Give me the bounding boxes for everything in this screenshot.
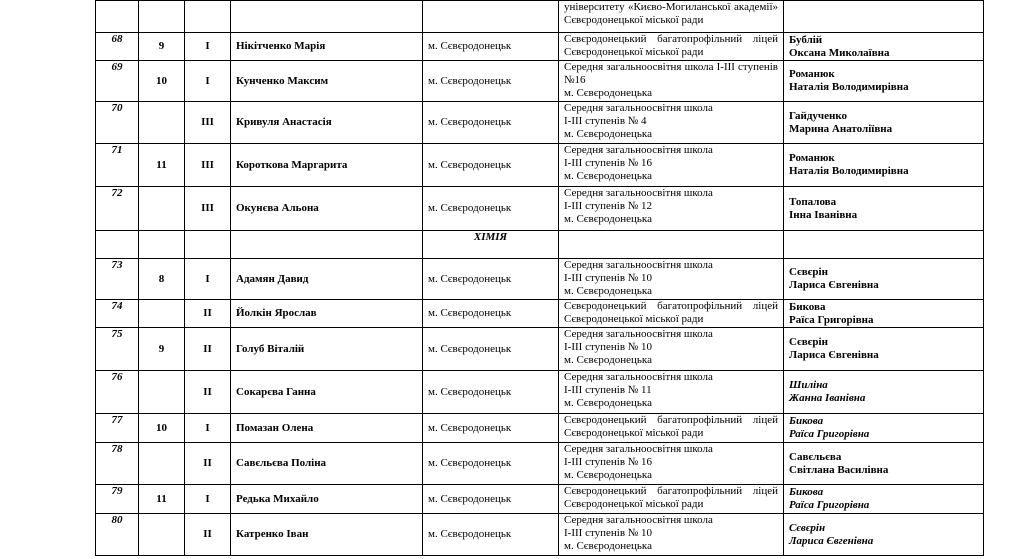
class-cell: 11 (139, 144, 185, 187)
city-cell: м. Сєвєродонецьк (423, 485, 559, 514)
table-row (96, 1, 984, 33)
city-cell: м. Сєвєродонецьк (423, 33, 559, 61)
student-name-cell: Нікітченко Марія (231, 33, 423, 61)
table-row (96, 485, 984, 514)
place-cell: II (185, 514, 231, 556)
city-cell: м. Сєвєродонецьк (423, 187, 559, 231)
class-cell: 10 (139, 61, 185, 102)
student-name-cell: Короткова Маргарита (231, 144, 423, 187)
place-cell: I (185, 414, 231, 443)
class-cell (139, 371, 185, 414)
city-cell: м. Сєвєродонецьк (423, 259, 559, 300)
row-number-cell: 77 (96, 414, 139, 443)
row-number-cell: 73 (96, 259, 139, 300)
city-cell (423, 1, 559, 33)
student-name-cell: Йолкін Ярослав (231, 300, 423, 328)
row-number-cell: 72 (96, 187, 139, 231)
student-name-cell: Катренко Іван (231, 514, 423, 556)
row-number-cell: 69 (96, 61, 139, 102)
teacher-cell: Топалова Інна Іванівна (784, 187, 984, 231)
teacher-cell: Гайдученко Марина Анатоліївна (784, 102, 984, 144)
place-cell: I (185, 33, 231, 61)
table-row (96, 328, 984, 371)
name-cell (231, 231, 423, 259)
row-number-cell: 68 (96, 33, 139, 61)
teacher-cell: Бублій Оксана Миколаївна (784, 33, 984, 61)
row-number-cell (96, 1, 139, 33)
student-name-cell: Редька Михайло (231, 485, 423, 514)
row-number-cell: 70 (96, 102, 139, 144)
class-cell: 9 (139, 33, 185, 61)
table-row (96, 102, 984, 144)
school-cell: Середня загальноосвітня школа І-ІІІ ступенів № 10 м. Сєвєродонецька (559, 328, 784, 371)
city-cell: м. Сєвєродонецьк (423, 443, 559, 485)
table-row (96, 443, 984, 485)
school-cell: Сєвєродонецький багатопрофільний ліцей Сєвєродонецької міської ради (559, 414, 784, 443)
place-cell: II (185, 443, 231, 485)
class-cell: 11 (139, 485, 185, 514)
place-cell: III (185, 102, 231, 144)
teacher-cell: Сєвєрін Лариса Євгенівна (784, 259, 984, 300)
place-cell: I (185, 485, 231, 514)
school-cell: Середня загальноосвітня школа І-ІІІ ступенів № 16 м. Сєвєродонецька (559, 144, 784, 187)
city-cell: м. Сєвєродонецьк (423, 102, 559, 144)
table-row (96, 371, 984, 414)
school-cell: Сєвєродонецький багатопрофільний ліцей Сєвєродонецької міської ради (559, 485, 784, 514)
section-title: ХІМІЯ (423, 231, 559, 259)
school-cell: Середня загальноосвітня школа І-ІІІ ступенів № 16 м. Сєвєродонецька (559, 443, 784, 485)
class-cell: 9 (139, 328, 185, 371)
student-name-cell: Сокарєва Ганна (231, 371, 423, 414)
place-cell (185, 1, 231, 33)
table-row (96, 187, 984, 231)
table-row (96, 61, 984, 102)
class-cell (139, 102, 185, 144)
school-cell (559, 231, 784, 259)
city-cell: м. Сєвєродонецьк (423, 514, 559, 556)
row-number-cell: 76 (96, 371, 139, 414)
city-cell: м. Сєвєродонецьк (423, 61, 559, 102)
teacher-cell: Романюк Наталія Володимирівна (784, 61, 984, 102)
school-cell: Середня загальноосвітня школа І-ІІІ ступенів № 10 м. Сєвєродонецька (559, 514, 784, 556)
student-name-cell: Савєльєва Поліна (231, 443, 423, 485)
row-number-cell (96, 231, 139, 259)
place-cell (185, 231, 231, 259)
teacher-cell: Шиліна Жанна Іванівна (784, 371, 984, 414)
student-name-cell: Адамян Давид (231, 259, 423, 300)
row-number-cell: 71 (96, 144, 139, 187)
results-table (95, 0, 984, 556)
teacher-cell: Бикова Раїса Григорівна (784, 414, 984, 443)
teacher-cell: Сєвєрін Лариса Євгенівна (784, 514, 984, 556)
student-name-cell: Помазан Олена (231, 414, 423, 443)
name-cell (231, 1, 423, 33)
row-number-cell: 80 (96, 514, 139, 556)
teacher-cell: Бикова Раїса Григорівна (784, 300, 984, 328)
city-cell: м. Сєвєродонецьк (423, 144, 559, 187)
teacher-cell (784, 1, 984, 33)
student-name-cell: Кривуля Анастасія (231, 102, 423, 144)
school-cell: Середня загальноосвітня школа І-ІІІ ступенів № 4 м. Сєвєродонецька (559, 102, 784, 144)
student-name-cell: Голуб Віталій (231, 328, 423, 371)
table-row (96, 514, 984, 556)
table-row (96, 259, 984, 300)
section-row (96, 231, 984, 259)
teacher-cell: Романюк Наталія Володимирівна (784, 144, 984, 187)
school-cell: Середня загальноосвітня школа І-ІІІ ступенів № 10 м. Сєвєродонецька (559, 259, 784, 300)
teacher-cell: Савєльєва Світлана Василівна (784, 443, 984, 485)
class-cell (139, 187, 185, 231)
place-cell: II (185, 328, 231, 371)
teacher-cell: Бикова Раїса Григорівна (784, 485, 984, 514)
city-cell: м. Сєвєродонецьк (423, 414, 559, 443)
school-cell: Сєвєродонецький багатопрофільний ліцей Сєвєродонецької міської ради (559, 33, 784, 61)
city-cell: м. Сєвєродонецьк (423, 328, 559, 371)
class-cell: 10 (139, 414, 185, 443)
school-cell: Середня загальноосвітня школа І-ІІІ ступенів № 11 м. Сєвєродонецька (559, 371, 784, 414)
school-cell: університету «Києво-Могиланської академії» Сєвєродонецької міської ради (559, 1, 784, 33)
table-row (96, 33, 984, 61)
school-cell: Середня загальноосвітня школа І-ІІІ ступенів №16 м. Сєвєродонецька (559, 61, 784, 102)
class-cell: 8 (139, 259, 185, 300)
city-cell: м. Сєвєродонецьк (423, 371, 559, 414)
student-name-cell: Кунченко Максим (231, 61, 423, 102)
row-number-cell: 74 (96, 300, 139, 328)
place-cell: III (185, 144, 231, 187)
city-cell: м. Сєвєродонецьк (423, 300, 559, 328)
place-cell: III (185, 187, 231, 231)
class-cell (139, 1, 185, 33)
place-cell: I (185, 259, 231, 300)
class-cell (139, 300, 185, 328)
row-number-cell: 75 (96, 328, 139, 371)
class-cell (139, 231, 185, 259)
row-number-cell: 79 (96, 485, 139, 514)
school-cell: Сєвєродонецький багатопрофільний ліцей Сєвєродонецької міської ради (559, 300, 784, 328)
place-cell: II (185, 300, 231, 328)
table-row (96, 144, 984, 187)
school-cell: Середня загальноосвітня школа І-ІІІ ступенів № 12 м. Сєвєродонецька (559, 187, 784, 231)
class-cell (139, 443, 185, 485)
table-row (96, 300, 984, 328)
place-cell: II (185, 371, 231, 414)
student-name-cell: Окунєва Альона (231, 187, 423, 231)
place-cell: I (185, 61, 231, 102)
teacher-cell: Сєвєрін Лариса Євгенівна (784, 328, 984, 371)
table-row (96, 414, 984, 443)
class-cell (139, 514, 185, 556)
teacher-cell (784, 231, 984, 259)
row-number-cell: 78 (96, 443, 139, 485)
